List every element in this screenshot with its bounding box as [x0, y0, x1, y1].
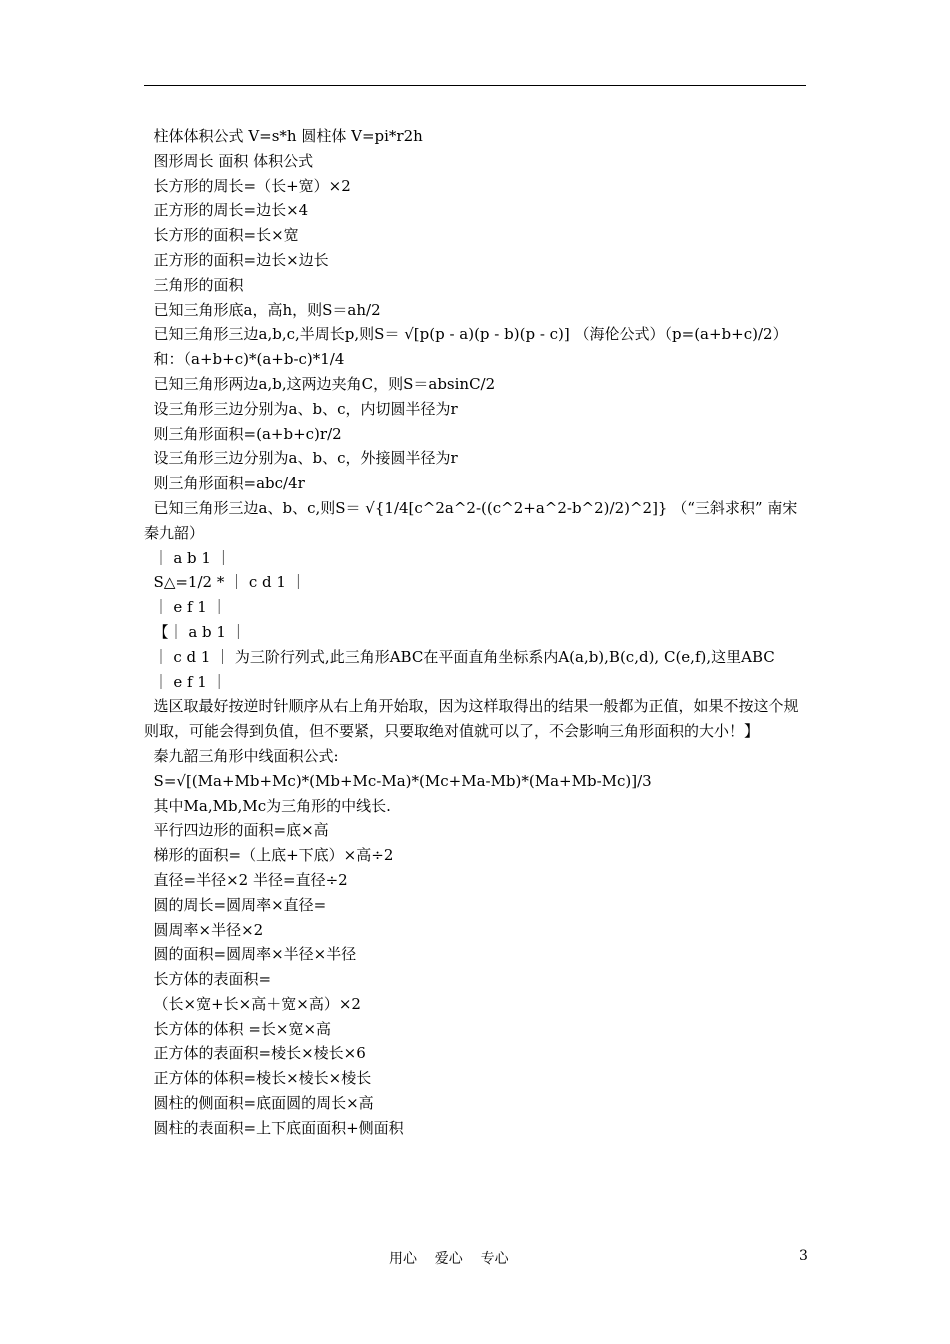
text-line: 平行四边形的面积=底×高: [144, 821, 329, 840]
text-line: （长×宽+长×高＋宽×高）×2: [144, 994, 361, 1013]
text-line: ｜ c d 1 ｜ 为三阶行列式,此三角形ABC在平面直角坐标系内A(a,b),B(c,d), C(e,f),这里ABC: [144, 647, 775, 666]
text-line: ｜ e f 1 ｜: [144, 598, 227, 617]
text-line: 长方体的表面积=: [144, 970, 272, 989]
text-line: 则三角形面积=(a+b+c)r/2: [144, 424, 342, 443]
text-line: 直径=半径×2 半径=直径÷2: [144, 870, 348, 889]
text-line: 正方形的周长=边长×4: [144, 201, 309, 220]
text-line: 已知三角形三边a、b、c,则S＝ √{1/4[c^2a^2-((c^2+a^2-b^2)/2)^2]} （“三斜求积” 南宋秦九韶）: [144, 498, 798, 542]
text-line: 已知三角形三边a,b,c,半周长p,则S＝ √[p(p - a)(p - b)(p - c)] （海伦公式）（p=(a+b+c)/2）: [144, 325, 788, 344]
text-line: 其中Ma,Mb,Mc为三角形的中线长.: [144, 796, 391, 815]
text-line: 已知三角形底a，高h，则S＝ah/2: [144, 300, 381, 319]
text-line: ｜ a b 1 ｜: [144, 548, 231, 567]
text-line: 则三角形面积=abc/4r: [144, 474, 305, 493]
page-number: 3: [799, 1248, 808, 1264]
text-line: 设三角形三边分别为a、b、c，外接圆半径为r: [144, 449, 458, 468]
text-line: 长方体的体积 =长×宽×高: [144, 1019, 332, 1038]
text-line: 圆的周长=圆周率×直径=: [144, 895, 327, 914]
text-line: S△=1/2 * ｜ c d 1 ｜: [144, 573, 306, 592]
text-line: 圆柱的表面积=上下底面面积+侧面积: [144, 1118, 404, 1137]
text-line: S=√[(Ma+Mb+Mc)*(Mb+Mc-Ma)*(Mc+Ma-Mb)*(Ma+Mb-Mc)]/3: [144, 771, 652, 790]
header-rule: [144, 85, 806, 86]
document-body: [144, 124, 809, 1141]
text-line: 长方形的周长=（长+宽）×2: [144, 176, 351, 195]
text-line: 正方体的表面积=棱长×棱长×6: [144, 1044, 366, 1063]
text-line: 【｜ a b 1 ｜: [144, 622, 246, 641]
text-line: 秦九韶三角形中线面积公式:: [144, 746, 339, 765]
text-line: 圆柱的侧面积=底面圆的周长×高: [144, 1094, 374, 1113]
text-line: 柱体体积公式 V=s*h 圆柱体 V=pi*r2h: [144, 127, 423, 145]
text-line: ｜ e f 1 ｜: [144, 672, 227, 691]
text-line: 设三角形三边分别为a、b、c，内切圆半径为r: [144, 399, 458, 418]
footer-motto: 用心 爱心 专心: [389, 1251, 509, 1267]
text-line: 圆的面积=圆周率×半径×半径: [144, 945, 357, 964]
text-line: 圆周率×半径×2: [144, 920, 264, 939]
text-line: 和：（a+b+c)*(a+b-c)*1/4: [144, 350, 345, 369]
text-line: 正方体的体积=棱长×棱长×棱长: [144, 1069, 372, 1088]
text-line: 已知三角形两边a,b,这两边夹角C，则S＝absinC/2: [144, 374, 496, 393]
text-line: 正方形的面积=边长×边长: [144, 250, 329, 269]
text-line: 选区取最好按逆时针顺序从右上角开始取，因为这样取得出的结果一般都为正值，如果不按这个规则取，可能会得到负值，但不要紧，只要取绝对值就可以了，不会影响三角形面积的大小！】: [144, 697, 799, 741]
text-line: 图形周长 面积 体积公式: [144, 151, 314, 170]
text-line: 梯形的面积=（上底+下底）×高÷2: [144, 846, 394, 865]
text-line: 长方形的面积=长×宽: [144, 226, 299, 245]
text-line: 三角形的面积: [144, 275, 244, 294]
